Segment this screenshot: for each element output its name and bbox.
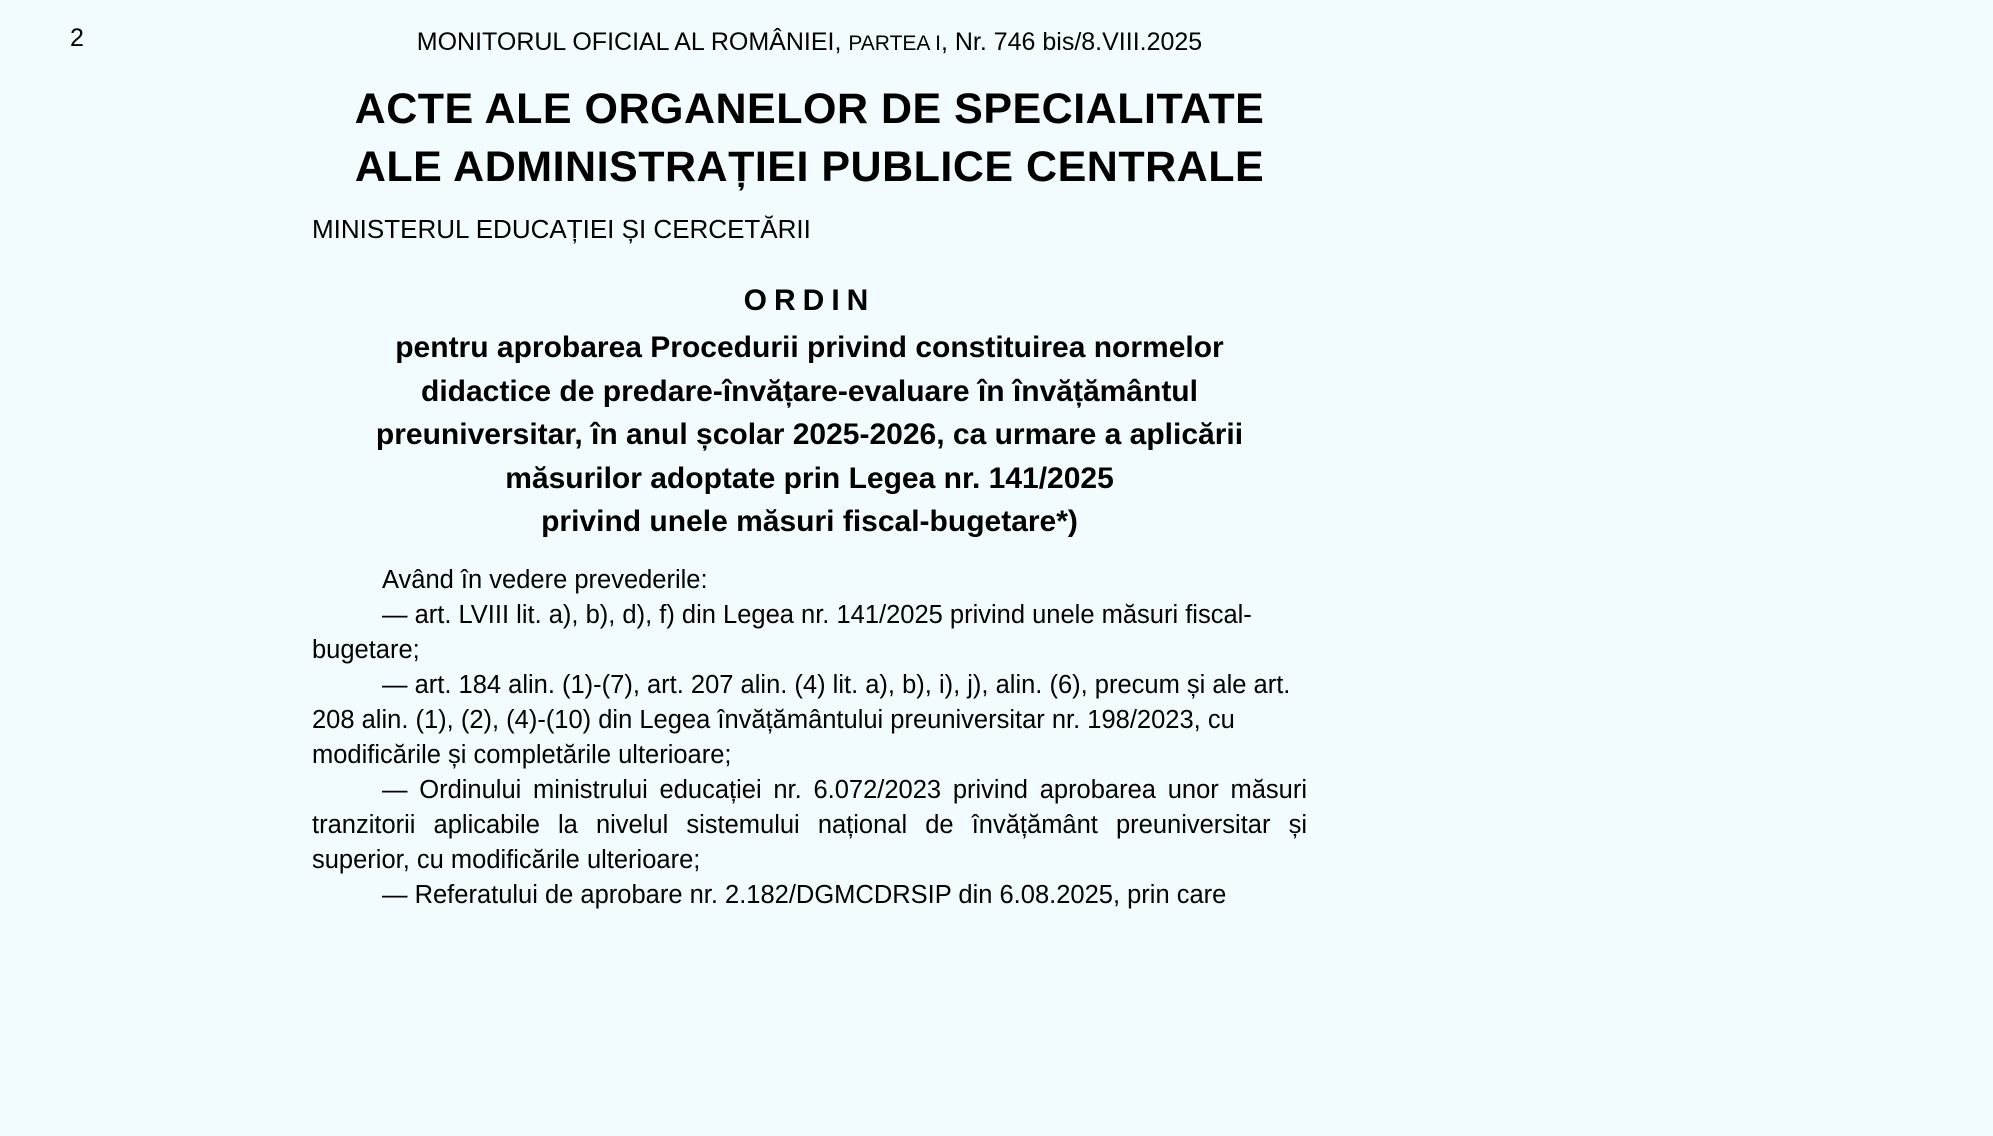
page-number: 2 <box>70 24 84 52</box>
order-title-line: preuniversitar, în anul școlar 2025-2026, ca urmare a aplicării <box>375 418 1244 451</box>
publication-part: PARTEA I <box>848 32 941 55</box>
legal-reference-item: — art. LVIII lit. a), b), d), f) din Legea nr. 141/2025 privind unele măsuri fiscal-bugetare; <box>312 601 1252 664</box>
publication-name: MONITORUL OFICIAL AL ROMÂNIEI, <box>416 28 842 56</box>
legal-reference-item: — art. 184 alin. (1)-(7), art. 207 alin. (4) lit. a), b), i), j), alin. (6), precum și ale art. 208 alin. (1), (2), (4)-(10) din Legea învățământului preuniversitar nr. 198/2023, cu modificările și completările ulterioare; <box>312 671 1291 769</box>
order-heading: ORDIN <box>743 284 876 317</box>
running-header <box>312 28 1307 57</box>
order-title-line: didactice de predare-învățare-evaluare în învățământul <box>421 374 1198 408</box>
section-title <box>312 80 1307 196</box>
preamble-intro: Având în vedere prevederile: <box>382 566 708 594</box>
order-title <box>312 326 1307 544</box>
order-body <box>312 563 1307 913</box>
order-title-line: măsurilor adoptate prin Legea nr. 141/2025 <box>505 461 1114 495</box>
section-title-line-1: ACTE ALE ORGANELOR DE SPECIALITATE <box>354 85 1265 133</box>
order-title-line: privind unele măsuri fiscal-bugetare*) <box>541 505 1078 538</box>
section-title-line-2: ALE ADMINISTRAȚIEI PUBLICE CENTRALE <box>354 143 1265 191</box>
order-title-line: pentru aprobarea Procedurii privind constituirea normelor <box>395 331 1224 364</box>
legal-reference-item: — Ordinului ministrului educației nr. 6.072/2023 privind aprobarea unor măsuri tranzitorii aplicabile la nivelul sistemului național de învățământ preuniversitar și superior, cu modificările ulterioare; <box>312 776 1307 874</box>
legal-reference-item: — Referatului de aprobare nr. 2.182/DGMCDRSIP din 6.08.2025, prin care <box>382 881 1227 909</box>
issue-number: , Nr. 746 bis/8.VIII.2025 <box>940 28 1203 56</box>
issuing-ministry: MINISTERUL EDUCAȚIEI ȘI CERCETĂRII <box>312 214 811 244</box>
